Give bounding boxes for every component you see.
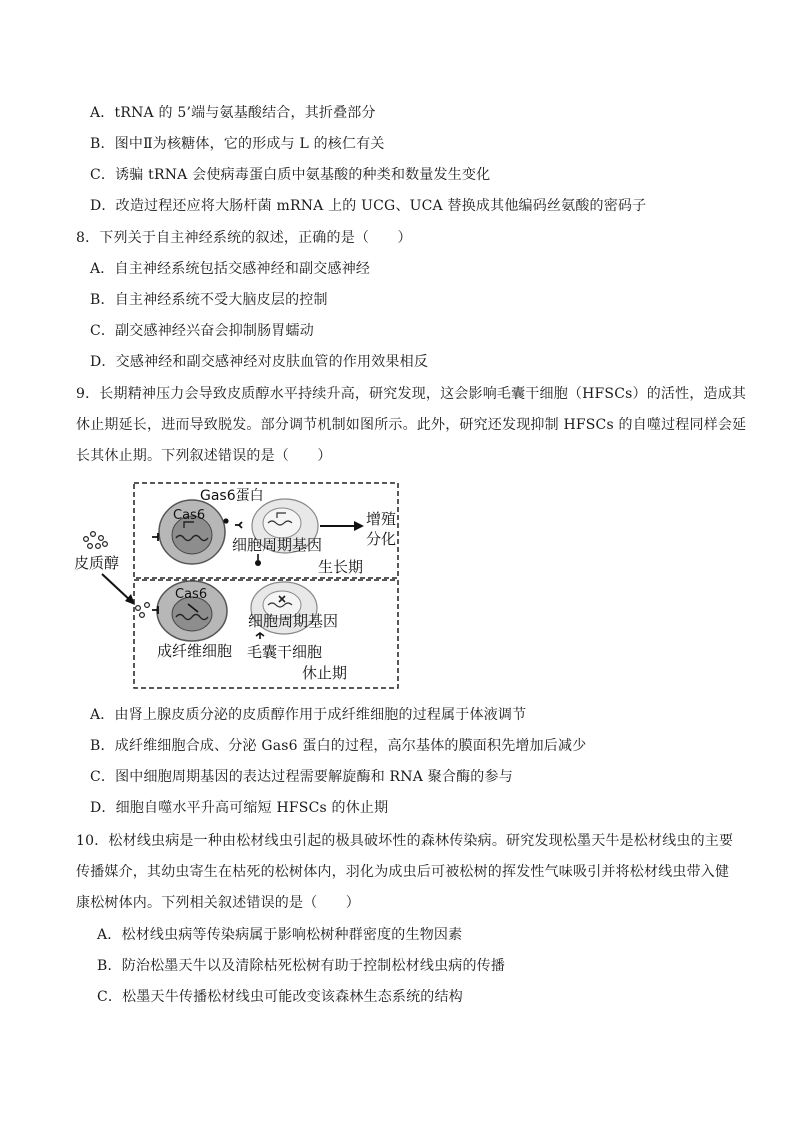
proliferate-label: 增殖 bbox=[366, 510, 397, 528]
q10-option-a: A．松材线虫病等传染病属于影响松树种群密度的生物因素 bbox=[97, 927, 463, 943]
hfsc-receptor-top-ligand bbox=[255, 560, 261, 566]
q10-stem-line-3: 康松树体内。下列相关叙述错误的是（ ） bbox=[76, 895, 360, 911]
cortisol-label: 皮质醇 bbox=[74, 554, 120, 572]
cortisol-molecules bbox=[84, 532, 108, 549]
gas6-dot-1 bbox=[223, 518, 228, 523]
q9-option-d: D．细胞自噬水平升高可缩短 HFSCs 的休止期 bbox=[90, 800, 389, 816]
bound-cortisol bbox=[136, 603, 150, 618]
resting-phase-label: 休止期 bbox=[302, 664, 348, 682]
q8-stem: 8．下列关于自主神经系统的叙述，正确的是（ ） bbox=[76, 230, 412, 246]
cas6-top-label: Cas6 bbox=[173, 508, 206, 523]
q7-option-d: D．改造过程还应将大肠杆菌 mRNA 上的 UCG、UCA 替换成其他编码丝氨酸的密码子 bbox=[90, 198, 647, 214]
fibroblast-nucleus-bottom bbox=[172, 597, 212, 631]
cas6-bottom-label: Cas6 bbox=[175, 587, 208, 602]
q9-figure bbox=[72, 478, 404, 692]
proliferate-arrowhead bbox=[354, 521, 364, 531]
q7-option-b: B．图中Ⅱ为核糖体，它的形成与 L 的核仁有关 bbox=[90, 136, 385, 152]
q7-option-a: A．tRNA 的 5’端与氨基酸结合，其折叠部分 bbox=[90, 105, 376, 121]
q9-stem-line-2: 休止期延长，进而导致脱发。部分调节机制如图所示。此外，研究还发现抑制 HFSCs 的自噬过程同样会延 bbox=[76, 417, 747, 433]
cell-cycle-gene-bottom-label: 细胞周期基因 bbox=[248, 612, 339, 630]
q8-option-a: A．自主神经系统包括交感神经和副交感神经 bbox=[90, 261, 371, 277]
growth-phase-label: 生长期 bbox=[318, 558, 364, 576]
cortisol-arrow bbox=[102, 574, 132, 602]
q7-option-c: C．诱骗 tRNA 会使病毒蛋白质中氨基酸的种类和数量发生变化 bbox=[90, 167, 491, 183]
cell-cycle-gene-top-label: 细胞周期基因 bbox=[232, 536, 323, 554]
hfsc-label: 毛囊干细胞 bbox=[247, 643, 323, 661]
q9-stem-line-1: 9．长期精神压力会导致皮质醇水平持续升高，研究发现，这会影响毛囊干细胞（HFSCs）的活性，造成其 bbox=[76, 386, 747, 402]
q9-option-c: C．图中细胞周期基因的表达过程需要解旋酶和 RNA 聚合酶的参与 bbox=[90, 769, 513, 785]
q8-option-d: D．交感神经和副交感神经对皮肤血管的作用效果相反 bbox=[90, 354, 429, 370]
q9-option-a: A．由肾上腺皮质分泌的皮质醇作用于成纤维细胞的过程属于体液调节 bbox=[90, 707, 527, 723]
receptor-bottom-left bbox=[152, 606, 158, 614]
q8-option-c: C．副交感神经兴奋会抑制肠胃蠕动 bbox=[90, 323, 314, 339]
gas6-label: Gas6蛋白 bbox=[200, 488, 264, 504]
receptor-top-left bbox=[152, 533, 158, 541]
q10-stem-line-1: 10．松材线虫病是一种由松材线虫引起的极具破坏性的森林传染病。研究发现松墨天牛是松材线虫的主要 bbox=[76, 833, 734, 849]
q10-option-c: C．松墨天牛传播松材线虫可能改变该森林生态系统的结构 bbox=[97, 989, 463, 1005]
hfsc-receptor-bottom-empty bbox=[256, 633, 264, 639]
gas6-receptor-bound bbox=[235, 522, 242, 528]
q8-option-b: B．自主神经系统不受大脑皮层的控制 bbox=[90, 292, 328, 308]
q9-stem-line-3: 长其休止期。下列叙述错误的是（ ） bbox=[76, 448, 332, 464]
differentiate-label: 分化 bbox=[366, 530, 397, 548]
q10-stem-line-2: 传播媒介，其幼虫寄生在枯死的松树体内，羽化为成虫后可被松树的挥发性气味吸引并将松材线虫带入健 bbox=[76, 864, 730, 880]
q9-option-b: B．成纤维细胞合成、分泌 Gas6 蛋白的过程，高尔基体的膜面积先增加后减少 bbox=[90, 738, 587, 754]
q10-option-b: B．防治松墨天牛以及清除枯死松树有助于控制松材线虫病的传播 bbox=[97, 958, 506, 974]
fibroblast-label: 成纤维细胞 bbox=[157, 642, 233, 660]
